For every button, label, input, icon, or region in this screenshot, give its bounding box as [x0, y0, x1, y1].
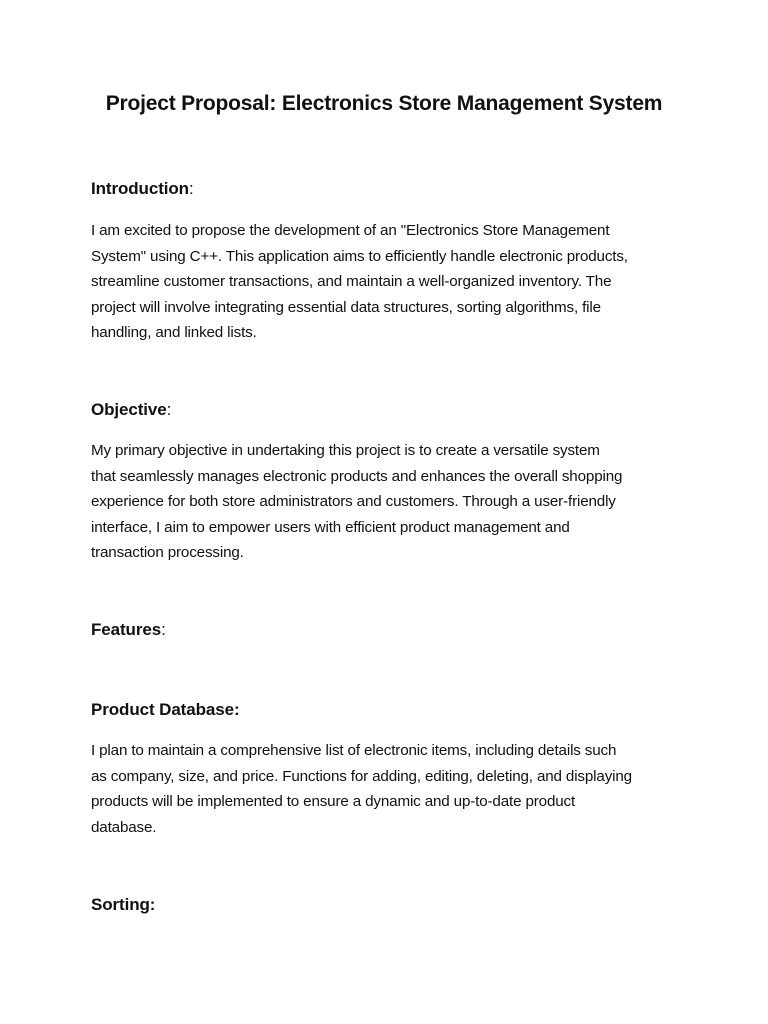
- paragraph-line: project will involve integrating essential data structures, sorting algorithms, file: [91, 298, 601, 316]
- paragraph-line: handling, and linked lists.: [91, 324, 257, 341]
- paragraph-objective: [91, 438, 691, 566]
- section-heading-objective: [91, 400, 171, 420]
- paragraph-line: transaction processing.: [91, 544, 244, 561]
- paragraph-line: that seamlessly manages electronic products and enhances the overall shopping: [91, 467, 623, 485]
- paragraph-line: products will be implemented to ensure a dynamic and up-to-date product: [91, 793, 576, 810]
- document-title: Project Proposal: Electronics Store Management System: [105, 92, 663, 115]
- section-heading-objective-colon: :: [166, 400, 172, 419]
- paragraph-line: I plan to maintain a comprehensive list of electronic items, including details such: [91, 742, 617, 759]
- paragraph-product-database: [91, 738, 691, 840]
- paragraph-line: I am excited to propose the development of an "Electronics Store Management: [91, 222, 610, 239]
- section-heading-introduction-text: Introduction: [91, 179, 189, 198]
- section-heading-introduction: [91, 179, 194, 199]
- paragraph-line: streamline customer transactions, and maintain a well-organized inventory. The: [91, 273, 612, 290]
- section-heading-sorting: Sorting:: [91, 895, 156, 914]
- paragraph-line: interface, I aim to empower users with efficient product management and: [91, 518, 570, 536]
- paragraph-line: System" using C++. This application aims to efficiently handle electronic products,: [91, 247, 628, 265]
- paragraph-line: My primary objective in undertaking this project is to create a versatile system: [91, 442, 600, 459]
- paragraph-line: experience for both store administrators and customers. Through a user-friendly: [91, 493, 616, 510]
- section-heading-features: [91, 620, 166, 640]
- paragraph-line: database.: [91, 818, 157, 836]
- section-heading-introduction-colon: :: [188, 179, 194, 198]
- paragraph-line: as company, size, and price. Functions for adding, editing, deleting, and displaying: [91, 767, 632, 785]
- section-heading-objective-text: Objective: [91, 400, 167, 419]
- section-heading-features-colon: :: [161, 620, 166, 639]
- section-heading-features-text: Features: [91, 620, 162, 639]
- paragraph-introduction: [91, 218, 691, 346]
- section-heading-product-database: Product Database:: [91, 700, 240, 719]
